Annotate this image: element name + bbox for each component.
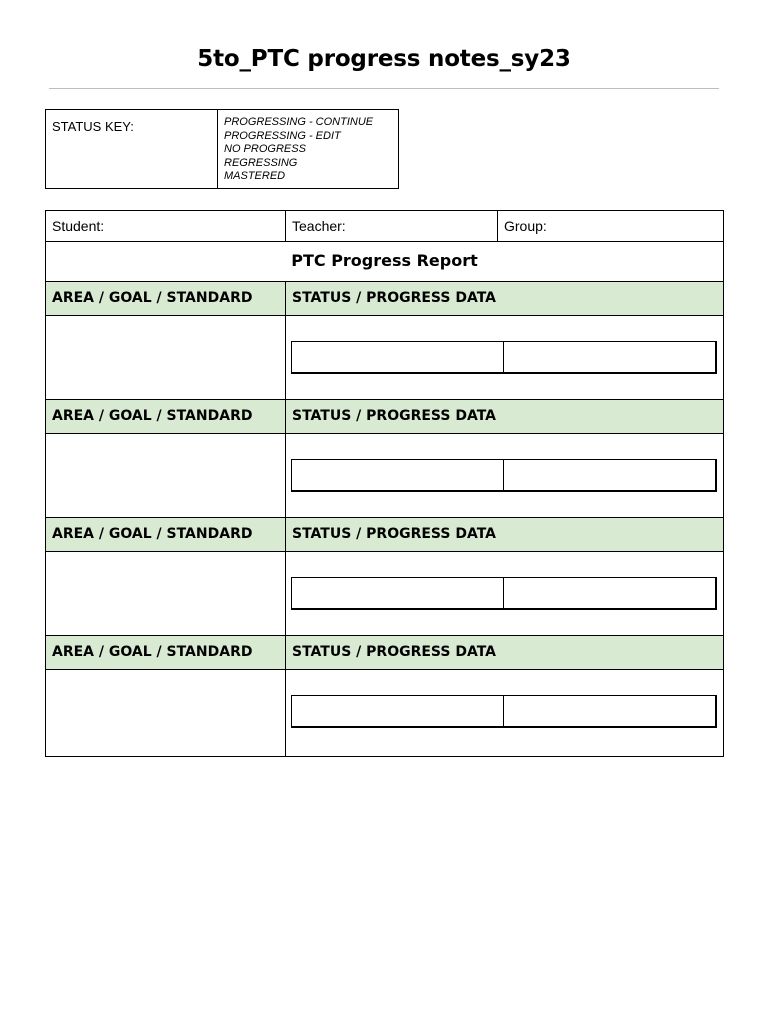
- section-body: [46, 670, 723, 756]
- status-progress-cell: [286, 552, 723, 635]
- group-field[interactable]: Group:: [504, 218, 547, 234]
- progress-report-table: [45, 210, 724, 757]
- status-data-box: [291, 459, 717, 492]
- area-goal-standard-header: AREA / GOAL / STANDARD: [46, 636, 286, 669]
- section-header: [46, 518, 723, 552]
- title-divider: [49, 88, 719, 89]
- section-body: [46, 552, 723, 636]
- area-goal-standard-header: AREA / GOAL / STANDARD: [46, 282, 286, 315]
- area-goal-standard-header: AREA / GOAL / STANDARD: [46, 400, 286, 433]
- progress-data-cell[interactable]: [504, 696, 715, 726]
- status-key-list: [218, 110, 373, 188]
- status-progress-header: STATUS / PROGRESS DATA: [292, 526, 497, 542]
- student-field[interactable]: Student:: [46, 211, 286, 241]
- report-meta-row: [46, 211, 723, 242]
- status-key-item: PROGRESSING - CONTINUE: [224, 116, 374, 128]
- section-header: [46, 282, 723, 316]
- area-goal-standard-cell[interactable]: [46, 316, 286, 399]
- area-goal-standard-cell[interactable]: [46, 552, 286, 635]
- status-data-box: [291, 341, 717, 374]
- teacher-field[interactable]: Teacher:: [286, 211, 498, 241]
- status-data-box: [291, 577, 717, 610]
- status-key-item: NO PROGRESS: [224, 143, 306, 155]
- section-body: [46, 434, 723, 518]
- area-goal-standard-header: AREA / GOAL / STANDARD: [46, 518, 286, 551]
- status-key-table: [45, 109, 399, 189]
- status-data-cell[interactable]: [292, 342, 504, 372]
- document-title: 5to_PTC progress notes_sy23: [197, 46, 571, 72]
- report-title: PTC Progress Report: [46, 242, 723, 282]
- progress-data-cell[interactable]: [504, 342, 715, 372]
- status-progress-cell: [286, 670, 723, 756]
- area-goal-standard-cell[interactable]: [46, 670, 286, 756]
- section-header: [46, 400, 723, 434]
- section-header: [46, 636, 723, 670]
- status-progress-header: STATUS / PROGRESS DATA: [292, 408, 497, 424]
- status-progress-cell: [286, 316, 723, 399]
- area-goal-standard-cell[interactable]: [46, 434, 286, 517]
- status-progress-header: STATUS / PROGRESS DATA: [292, 644, 497, 660]
- status-data-cell[interactable]: [292, 578, 504, 608]
- status-key-item: REGRESSING: [224, 156, 298, 169]
- status-key-label: STATUS KEY:: [46, 110, 218, 188]
- progress-data-cell[interactable]: [504, 460, 715, 490]
- status-data-cell[interactable]: [292, 696, 504, 726]
- status-key-item: PROGRESSING - EDIT: [224, 129, 341, 142]
- status-progress-cell: [286, 434, 723, 517]
- section-body: [46, 316, 723, 400]
- status-progress-header: STATUS / PROGRESS DATA: [292, 290, 497, 306]
- status-data-cell[interactable]: [292, 460, 504, 490]
- status-data-box: [291, 695, 717, 728]
- progress-data-cell[interactable]: [504, 578, 715, 608]
- status-key-item: MASTERED: [224, 170, 286, 182]
